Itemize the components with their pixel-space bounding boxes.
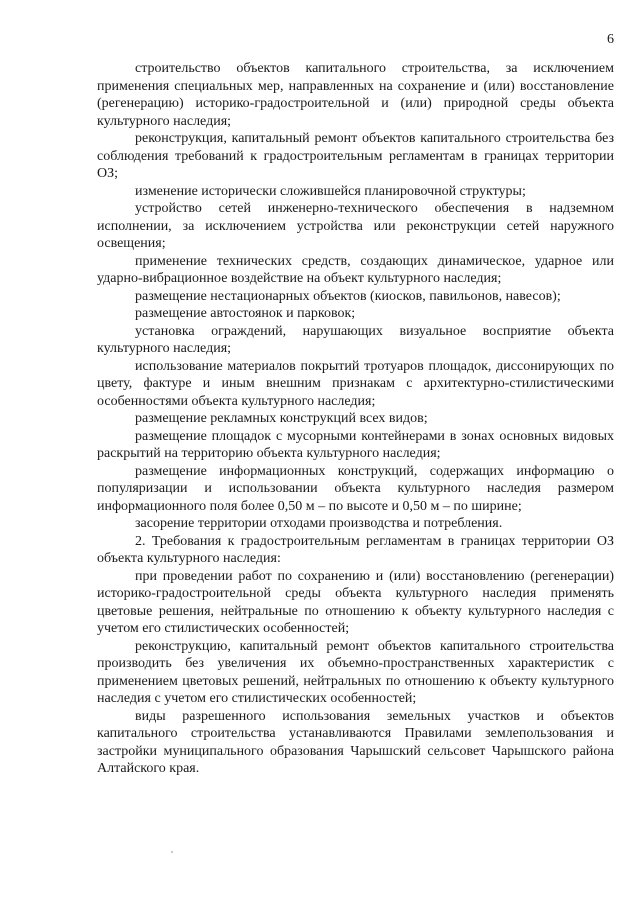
page-number: 6 bbox=[607, 32, 614, 47]
paragraph: изменение исторически сложившейся планировочной структуры; bbox=[135, 183, 526, 199]
paragraph: реконструкция, капитальный ремонт объектов капитального строительства без соблюдения требований к градостроительным регламентам в границах территории ОЗ; bbox=[97, 131, 614, 181]
paragraph: установка ограждений, нарушающих визуальное восприятие объекта культурного наследия; bbox=[97, 323, 614, 356]
paragraph: засорение территории отходами производства и потребления. bbox=[135, 516, 503, 531]
paragraph: размещение нестационарных объектов (киосков, павильонов, навесов); bbox=[135, 288, 561, 304]
paragraph: размещение информационных конструкций, содержащих информацию о популяризации и использовании объекта культурного наследия размером информационного поля более 0,50 м – по высоте и 0,50 м – по ширине; bbox=[97, 463, 614, 514]
paragraph: устройство сетей инженерно-технического обеспечения в надземном исполнении, за исключением устройства или реконструкции сетей наружного освещения; bbox=[97, 201, 614, 251]
paragraph: виды разрешенного использования земельных участков и объектов капитального строительства устанавливаются Правилами землепользования и застройки муниципального образования Чарышский сельсовет Чарышского района Алтайского края. bbox=[97, 708, 614, 776]
paragraph: размещение площадок с мусорными контейнерами в зонах основных видовых раскрытий на территорию объекта культурного наследия; bbox=[97, 428, 614, 461]
section-heading-paragraph: 2. Требования к градостроительным регламентам в границах территории ОЗ объекта культурного наследия: bbox=[97, 533, 614, 566]
paragraph: применение технических средств, создающих динамическое, ударное или ударно-вибрационное воздействие на объект культурного наследия; bbox=[97, 253, 614, 286]
paragraph: размещение автостоянок и парковок; bbox=[135, 306, 356, 321]
scan-speck bbox=[171, 851, 173, 853]
document-body bbox=[97, 60, 614, 778]
paragraph: при проведении работ по сохранению и (или) восстановлению (регенерации) историко-градостроительной среды объекта культурного наследия применять цветовые решения, нейтральные по отношению к объекту культурного наследия с учетом его стилистических особенностей; bbox=[97, 568, 614, 636]
paragraph: реконструкцию, капитальный ремонт объектов капитального строительства производить без увеличения их объемно-пространственных характеристик с применением цветовых решений, нейтральных по отношению к объекту культурного наследия с учетом его стилистических особенностей; bbox=[97, 638, 614, 706]
paragraph: использование материалов покрытий тротуаров площадок, диссонирующих по цвету, фактуре и иным внешним признакам с архитектурно-стилистическими особенностями объекта культурного наследия; bbox=[97, 358, 614, 409]
paragraph: размещение рекламных конструкций всех видов; bbox=[135, 411, 428, 426]
paragraph: строительство объектов капитального строительства, за исключением применения специальных мер, направленных на сохранение и (или) восстановление (регенерацию) историко-градостроительной и (или) природной среды объекта культурного наследия; bbox=[97, 61, 614, 129]
